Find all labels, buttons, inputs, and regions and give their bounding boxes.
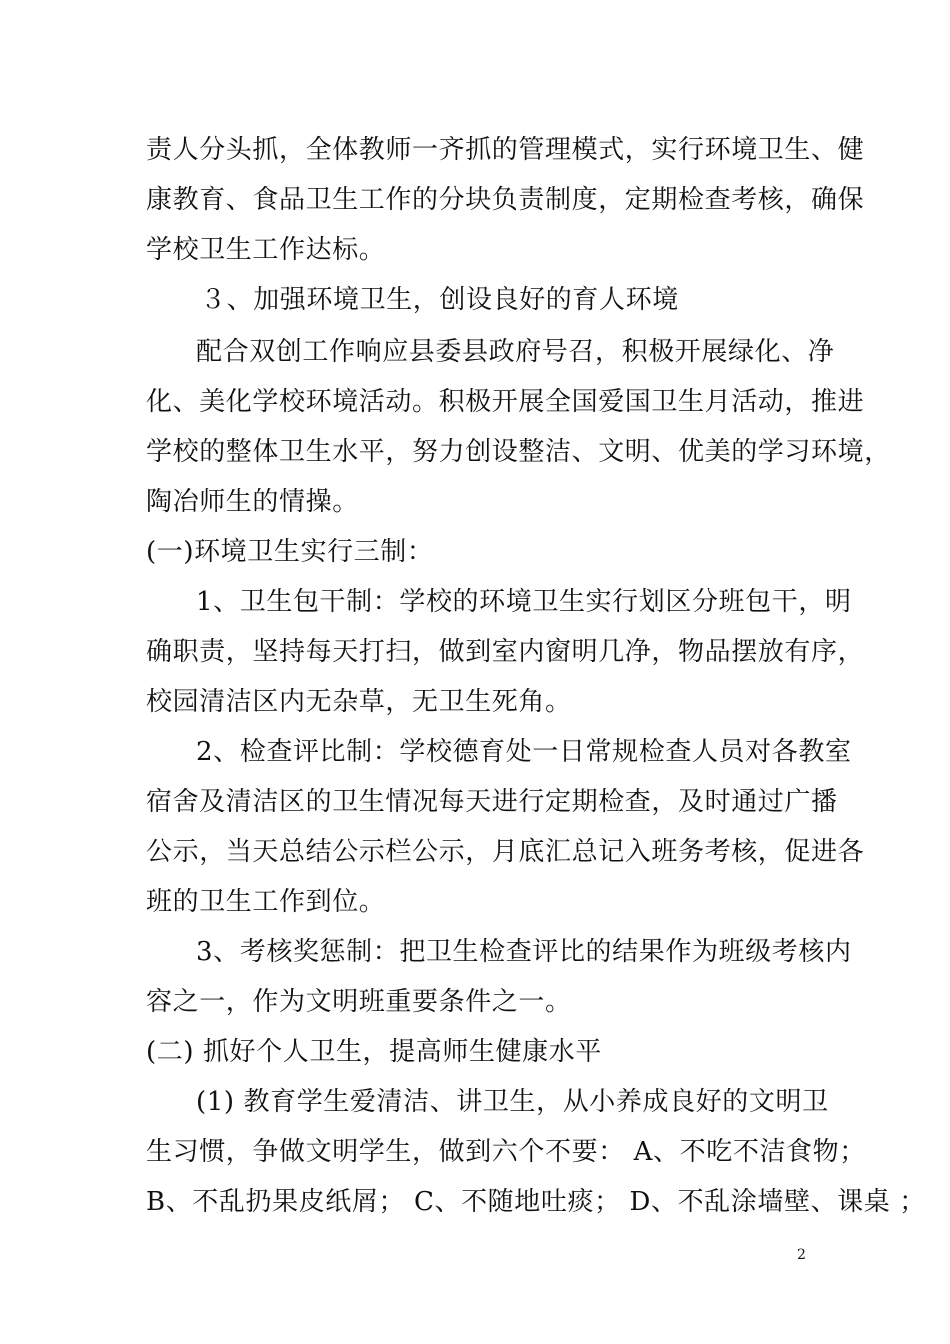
text-line: 公示，当天总结公示栏公示，月底汇总记入班务考核，促进各 (146, 837, 865, 867)
text-line: 1、卫生包干制：学校的环境卫生实行划区分班包干，明 (196, 587, 852, 617)
section-heading: ３、加强环境卫生，创设良好的育人环境 (200, 285, 679, 315)
text-line: 生习惯，争做文明学生，做到六个不要： A、不吃不洁食物； (146, 1137, 866, 1167)
text-line: 宿舍及清洁区的卫生情况每天进行定期检查，及时通过广播 (146, 787, 838, 817)
text-line: 化、美化学校环境活动。积极开展全国爱国卫生月活动，推进 (146, 387, 865, 417)
text-line: 班的卫生工作到位。 (146, 887, 386, 917)
page-number: 2 (797, 1247, 806, 1263)
text-line: 容之一，作为文明班重要条件之一。 (146, 987, 572, 1017)
text-line: 陶冶师生的情操。 (146, 487, 359, 517)
text-line: (1) 教育学生爱清洁、讲卫生，从小养成良好的文明卫 (196, 1087, 829, 1117)
text-line: 确职责，坚持每天打扫，做到室内窗明几净，物品摆放有序， (146, 637, 865, 667)
text-line: 康教育、食品卫生工作的分块负责制度，定期检查考核，确保 (146, 185, 865, 215)
text-line: 学校的整体卫生水平，努力创设整洁、文明、优美的学习环境， (146, 437, 891, 467)
subsection-heading: (一)环境卫生实行三制： (146, 537, 434, 567)
text-line: B、不乱扔果皮纸屑； C、不随地吐痰； D、不乱涂墙壁、课桌 ； (146, 1187, 926, 1217)
text-line: 校园清洁区内无杂草，无卫生死角。 (146, 687, 572, 717)
text-line: 配合双创工作响应县委县政府号召，积极开展绿化、净 (196, 337, 835, 367)
text-line: 3、考核奖惩制：把卫生检查评比的结果作为班级考核内 (196, 937, 852, 967)
text-line: 学校卫生工作达标。 (146, 235, 386, 265)
text-line: 2、检查评比制：学校德育处一日常规检查人员对各教室 (196, 737, 852, 767)
text-line: 责人分头抓，全体教师一齐抓的管理模式，实行环境卫生、健 (146, 135, 865, 165)
subsection-heading: (二) 抓好个人卫生，提高师生健康水平 (146, 1037, 602, 1067)
